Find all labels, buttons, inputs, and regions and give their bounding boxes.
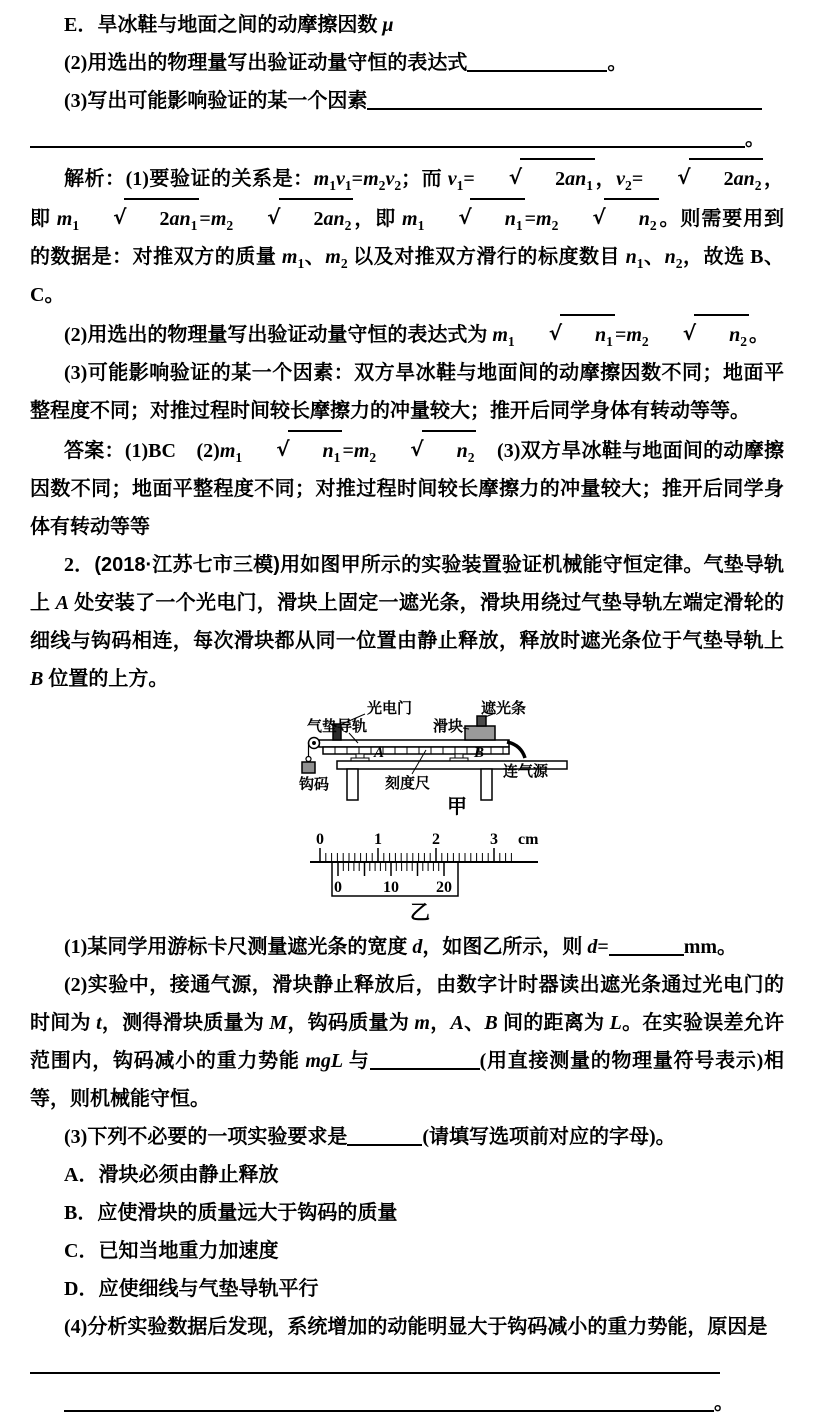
subscript: 2 [649, 218, 657, 233]
sqrt-expression [558, 205, 658, 233]
math-char: g [320, 1050, 331, 1072]
text-run: 2． [64, 554, 95, 576]
subscript: 1 [586, 178, 594, 193]
text-run: (2)用选出的物理量写出验证动量守恒的表达式 [64, 52, 468, 74]
math-char: 2 [313, 208, 324, 230]
fill-in-blank [370, 1067, 480, 1070]
math-formula [616, 165, 763, 193]
subscript: 2 [369, 450, 377, 465]
math-char: n [456, 440, 468, 462]
text-run: 用如图甲所示的实验装置验证机械能守恒定律。气垫导轨上 [30, 554, 784, 614]
heading-run: 解析： [64, 168, 126, 190]
math-char: m [305, 1050, 321, 1072]
vernier-tick-10: 10 [383, 879, 399, 896]
text-run: C．已知当地重力加速度 [64, 1240, 279, 1262]
heading-run: 答案： [64, 440, 125, 462]
subscript: 2 [675, 256, 683, 271]
q2-part2 [30, 966, 784, 1118]
figure-yi [300, 824, 560, 922]
figure-yi-caption: 乙 [410, 902, 430, 922]
math-char: B [30, 668, 44, 690]
subscript: 1 [344, 178, 352, 193]
main-scale-tick-3: 3 [490, 831, 498, 848]
text-run: ，测得滑块质量为 [101, 1012, 270, 1034]
math-char: n [179, 208, 191, 230]
text-run: 、 [304, 246, 326, 268]
q2-part3 [30, 1118, 784, 1156]
math-char: M [269, 1012, 288, 1034]
math-formula [625, 246, 644, 271]
math-char: = [614, 324, 627, 346]
radicand [279, 198, 354, 238]
math-char: 2 [555, 168, 566, 190]
text-run: ，即 [353, 208, 402, 230]
subscript: 2 [641, 334, 649, 349]
subscript: 1 [636, 256, 644, 271]
radicand [288, 430, 343, 470]
text-run: ， [429, 1012, 451, 1034]
math-formula [484, 1012, 497, 1034]
radical-sign: √ [508, 165, 523, 189]
radical-sign: √ [276, 437, 290, 461]
option-d [30, 1270, 784, 1308]
text-run: 以及对推双方滑行的标度数目 [347, 246, 626, 268]
math-formula [30, 668, 43, 690]
text-run: 与 [343, 1050, 370, 1072]
table-leg-right [481, 769, 492, 800]
sqrt-expression [242, 437, 342, 465]
vernier-tick-20: 20 [436, 879, 452, 896]
fill-in-blank [64, 1409, 714, 1412]
math-formula [269, 1012, 287, 1034]
shade-strip [477, 716, 486, 726]
table-leg-left [347, 769, 358, 800]
jiexi-1 [30, 158, 784, 314]
fill-in-blank [467, 69, 607, 72]
text-run: 、 [463, 1012, 485, 1034]
text-run: E．旱冰鞋与地面之间的动摩擦因数 [64, 14, 383, 36]
option-b [30, 1194, 784, 1232]
math-formula [492, 321, 749, 349]
math-formula [447, 165, 595, 193]
q2-intro [30, 546, 784, 698]
slider-block [465, 726, 495, 740]
radicand [422, 430, 477, 470]
math-char: A [55, 592, 69, 614]
math-char: 2 [159, 208, 170, 230]
math-formula [412, 936, 422, 958]
text-run: mm。 [683, 936, 738, 958]
subscript: 2 [226, 218, 234, 233]
math-char: n [333, 208, 345, 230]
subscript: 2 [754, 178, 762, 193]
radical-sign: √ [267, 205, 281, 229]
subscript: 2 [551, 218, 559, 233]
radicand [604, 198, 659, 238]
math-char: a [733, 168, 744, 190]
math-char: d [412, 936, 423, 958]
jiexi-3 [30, 354, 784, 430]
option-a [30, 1156, 784, 1194]
fill-in-blank [347, 1143, 422, 1146]
subscript: 1 [297, 256, 305, 271]
math-formula [325, 246, 348, 271]
sqrt-expression [424, 205, 524, 233]
math-char: n [595, 324, 607, 346]
radical-sign: √ [592, 205, 606, 229]
text-run: ；而 [401, 168, 448, 190]
subscript: 1 [235, 450, 243, 465]
text-run: 。 [745, 128, 765, 150]
point-a-label: A [374, 745, 385, 761]
math-formula [610, 1012, 622, 1034]
subscript: 1 [515, 218, 523, 233]
subscript: 2 [467, 450, 475, 465]
radical-sign: √ [682, 321, 697, 345]
math-formula [450, 1012, 463, 1034]
vernier-tick-0: 0 [334, 879, 342, 896]
math-char: d [587, 936, 598, 958]
text-run: 。 [748, 324, 769, 346]
pulley-axle [313, 742, 315, 744]
math-char: v [447, 168, 457, 190]
math-char: = [631, 168, 644, 190]
math-char: v [616, 168, 626, 190]
text-run: 间的距离为 [497, 1012, 610, 1034]
sqrt-expression [233, 205, 353, 233]
sqrt-expression [79, 205, 199, 233]
subscript: 2 [740, 334, 747, 349]
math-formula [664, 246, 683, 271]
text-run: ，钩码质量为 [287, 1012, 415, 1034]
subscript: 2 [378, 178, 386, 193]
text-run: 处安装了一个光电门，滑块上固定一遮光条，滑块用绕过气垫导轨左端定滑轮的细线与钩码相连，每次滑块都从同一位置由静止释放，释放时遮光条位于气垫导轨上 [30, 592, 785, 652]
subscript: 1 [72, 218, 80, 233]
math-char: n [625, 246, 637, 268]
math-formula [414, 1012, 430, 1034]
text-run: (3)写出可能影响验证的某一个因素 [64, 90, 368, 112]
answer [30, 430, 784, 546]
ruler-label: 刻度尺 [385, 776, 431, 792]
math-char: a [169, 208, 180, 230]
figure-jia [285, 700, 595, 816]
math-char: v [335, 168, 345, 190]
figure-jia-container [285, 700, 595, 822]
photogate-label: 光电门 [367, 701, 413, 717]
figure-jia-caption: 甲 [447, 796, 467, 816]
text-run: 位置的上方。 [43, 668, 169, 690]
slider-label: 滑块 [433, 719, 464, 735]
support-left-knob [356, 754, 364, 758]
math-char: m [313, 168, 330, 190]
text-run: (4)分析实验数据后发现，系统增加的动能明显大于钩码减小的重力势能，原因是 [64, 1316, 768, 1338]
radicand [520, 158, 595, 198]
subscript: 2 [625, 178, 632, 193]
text-run: (1)某同学用游标卡尺测量遮光条的宽度 [64, 936, 413, 958]
radicand [124, 198, 199, 238]
math-char: n [322, 440, 334, 462]
math-char: m [626, 324, 642, 346]
sqrt-expression [643, 165, 763, 193]
q2-part4 [30, 1308, 784, 1346]
math-char: = [524, 208, 537, 230]
sqrt-expression [649, 321, 749, 349]
sqrt-expression [515, 321, 615, 349]
text-run: (3)下列不必要的一项实验要求是 [64, 1126, 348, 1148]
text-run: 。 [607, 52, 628, 74]
weights-label: 钩码 [299, 777, 330, 793]
sqrt-expression [376, 437, 476, 465]
math-char: m [325, 246, 341, 268]
main-scale-unit: cm [518, 831, 539, 848]
hanging-weight [302, 762, 315, 773]
text-run: (请填写选项前对应的字母)。 [422, 1126, 676, 1148]
math-char: = [351, 168, 364, 190]
text-run: = [597, 936, 609, 958]
sqrt-expression [475, 165, 595, 193]
math-char: 2 [723, 168, 734, 190]
air-track-label: 气垫导轨 [307, 719, 368, 735]
text-run: (3)可能影响验证的某一个因素：双方旱冰鞋与地面间的动摩擦因数不同；地面平整程度不同；对推过程时间较长摩擦力的冲量较大；推开后同学身体有转动等等。 [30, 362, 784, 422]
text-run: ，如图乙所示，则 [422, 936, 588, 958]
math-char: m [219, 440, 236, 462]
math-char: μ [382, 14, 394, 36]
subscript: 1 [606, 334, 613, 349]
radical-sign: √ [458, 205, 472, 229]
math-char: m [56, 208, 73, 230]
text-run: 。 [714, 1392, 734, 1414]
option-c [30, 1232, 784, 1270]
math-char: = [463, 168, 475, 190]
math-char: n [504, 208, 516, 230]
q1-part3 [30, 82, 784, 120]
option-e [30, 6, 784, 44]
fill-in-blank [30, 145, 745, 148]
math-char: a [565, 168, 576, 190]
math-char: n [664, 246, 676, 268]
math-char: m [492, 324, 508, 346]
shade-strip-label: 遮光条 [481, 701, 527, 717]
main-scale-tick-2: 2 [432, 831, 440, 848]
math-char: t [96, 1012, 102, 1034]
subscript: 1 [190, 218, 198, 233]
radicand [470, 198, 525, 238]
subscript: 1 [456, 178, 464, 193]
text-run: 。则需要用到的数据是：对推双方的质量 [30, 208, 784, 268]
text-run: A．滑块必须由静止释放 [64, 1164, 279, 1186]
math-char: B [484, 1012, 498, 1034]
subscript: 2 [340, 256, 348, 271]
fill-in-blank [609, 953, 684, 956]
math-formula [587, 936, 597, 958]
q2-blank-line-1 [30, 1346, 784, 1384]
math-formula [402, 205, 659, 233]
text-run: (1)BC (2) [124, 440, 220, 462]
math-char: a [323, 208, 334, 230]
text-run: (2)实验中，接通气源，滑块静止释放后，由数字计时器读出遮光条通过光电门的时间为 [30, 974, 784, 1034]
text-run: ，即 [30, 168, 785, 230]
math-char: m [353, 440, 370, 462]
text-run: (3)双方旱冰鞋与地面间的动摩擦因数不同；地面平整程度不同；对推过程时间较长摩擦力的冲量较大；推开后同学身体有转动等等 [30, 440, 784, 538]
text-run: 、 [643, 246, 665, 268]
subscript: 2 [394, 178, 402, 193]
air-source-label: 连气源 [503, 764, 549, 780]
math-char: L [609, 1012, 622, 1034]
math-char: m [414, 1012, 430, 1034]
math-char: n [729, 324, 741, 346]
radicand [560, 314, 615, 354]
subscript: 1 [417, 218, 425, 233]
math-formula [56, 205, 354, 233]
math-formula [313, 168, 402, 193]
text-run: (1)要验证的关系是： [125, 168, 314, 190]
radicand [694, 314, 749, 354]
radicand [689, 158, 764, 198]
point-b-label: B [474, 745, 485, 761]
fill-in-blank [30, 1371, 720, 1374]
weight-hook [306, 757, 311, 762]
radical-sign: √ [677, 165, 691, 189]
math-char: m [363, 168, 379, 190]
math-char: n [575, 168, 587, 190]
text-run: 。在实验误差允许范围内，钩码减小的重力势能 [30, 1012, 785, 1072]
fill-in-blank [367, 107, 762, 110]
math-formula [219, 437, 477, 465]
support-right-knob [455, 754, 463, 758]
main-scale-tick-0: 0 [316, 831, 324, 848]
math-formula [382, 14, 393, 36]
radical-sign: √ [113, 205, 127, 229]
main-scale-mm-ticks [326, 853, 512, 862]
math-char: L [330, 1050, 344, 1072]
math-formula [281, 246, 305, 271]
text-run: D．应使细线与气垫导轨平行 [64, 1278, 319, 1300]
q1-part2 [30, 44, 784, 82]
math-formula [305, 1050, 343, 1072]
math-char: m [281, 246, 298, 268]
math-char: n [638, 208, 650, 230]
jiexi-2 [30, 314, 784, 354]
heading-run: (2018·江苏七市三模) [94, 554, 280, 576]
q1-blank-line [30, 120, 784, 158]
subscript: 1 [333, 450, 341, 465]
math-char: m [210, 208, 227, 230]
math-char: m [402, 208, 418, 230]
q2-blank-line-2 [30, 1384, 784, 1422]
text-run: (2)用选出的物理量写出验证动量守恒的表达式为 [64, 324, 493, 346]
subscript: 1 [329, 178, 336, 193]
subscript: 2 [344, 218, 352, 233]
math-char: = [342, 440, 354, 462]
subscript: 1 [507, 334, 515, 349]
math-char: m [536, 208, 552, 230]
text-run: ， [595, 168, 617, 190]
figure-yi-container [300, 824, 560, 928]
text-run: (用直接测量的物理量符号表示)相等，则机械能守恒。 [30, 1050, 785, 1110]
math-formula [56, 592, 69, 614]
text-run: B．应使滑块的质量远大于钩码的质量 [64, 1202, 398, 1224]
main-scale-tick-1: 1 [374, 831, 382, 848]
radical-sign: √ [410, 437, 424, 461]
text-run: ，故选 B、C。 [30, 246, 785, 306]
radical-sign: √ [548, 321, 563, 345]
math-char: = [199, 208, 211, 230]
document-top [30, 6, 784, 698]
math-char: v [385, 168, 395, 190]
q2-part1 [30, 928, 784, 966]
math-char: n [743, 168, 755, 190]
document-bottom [30, 928, 784, 1422]
math-char: A [450, 1012, 464, 1034]
